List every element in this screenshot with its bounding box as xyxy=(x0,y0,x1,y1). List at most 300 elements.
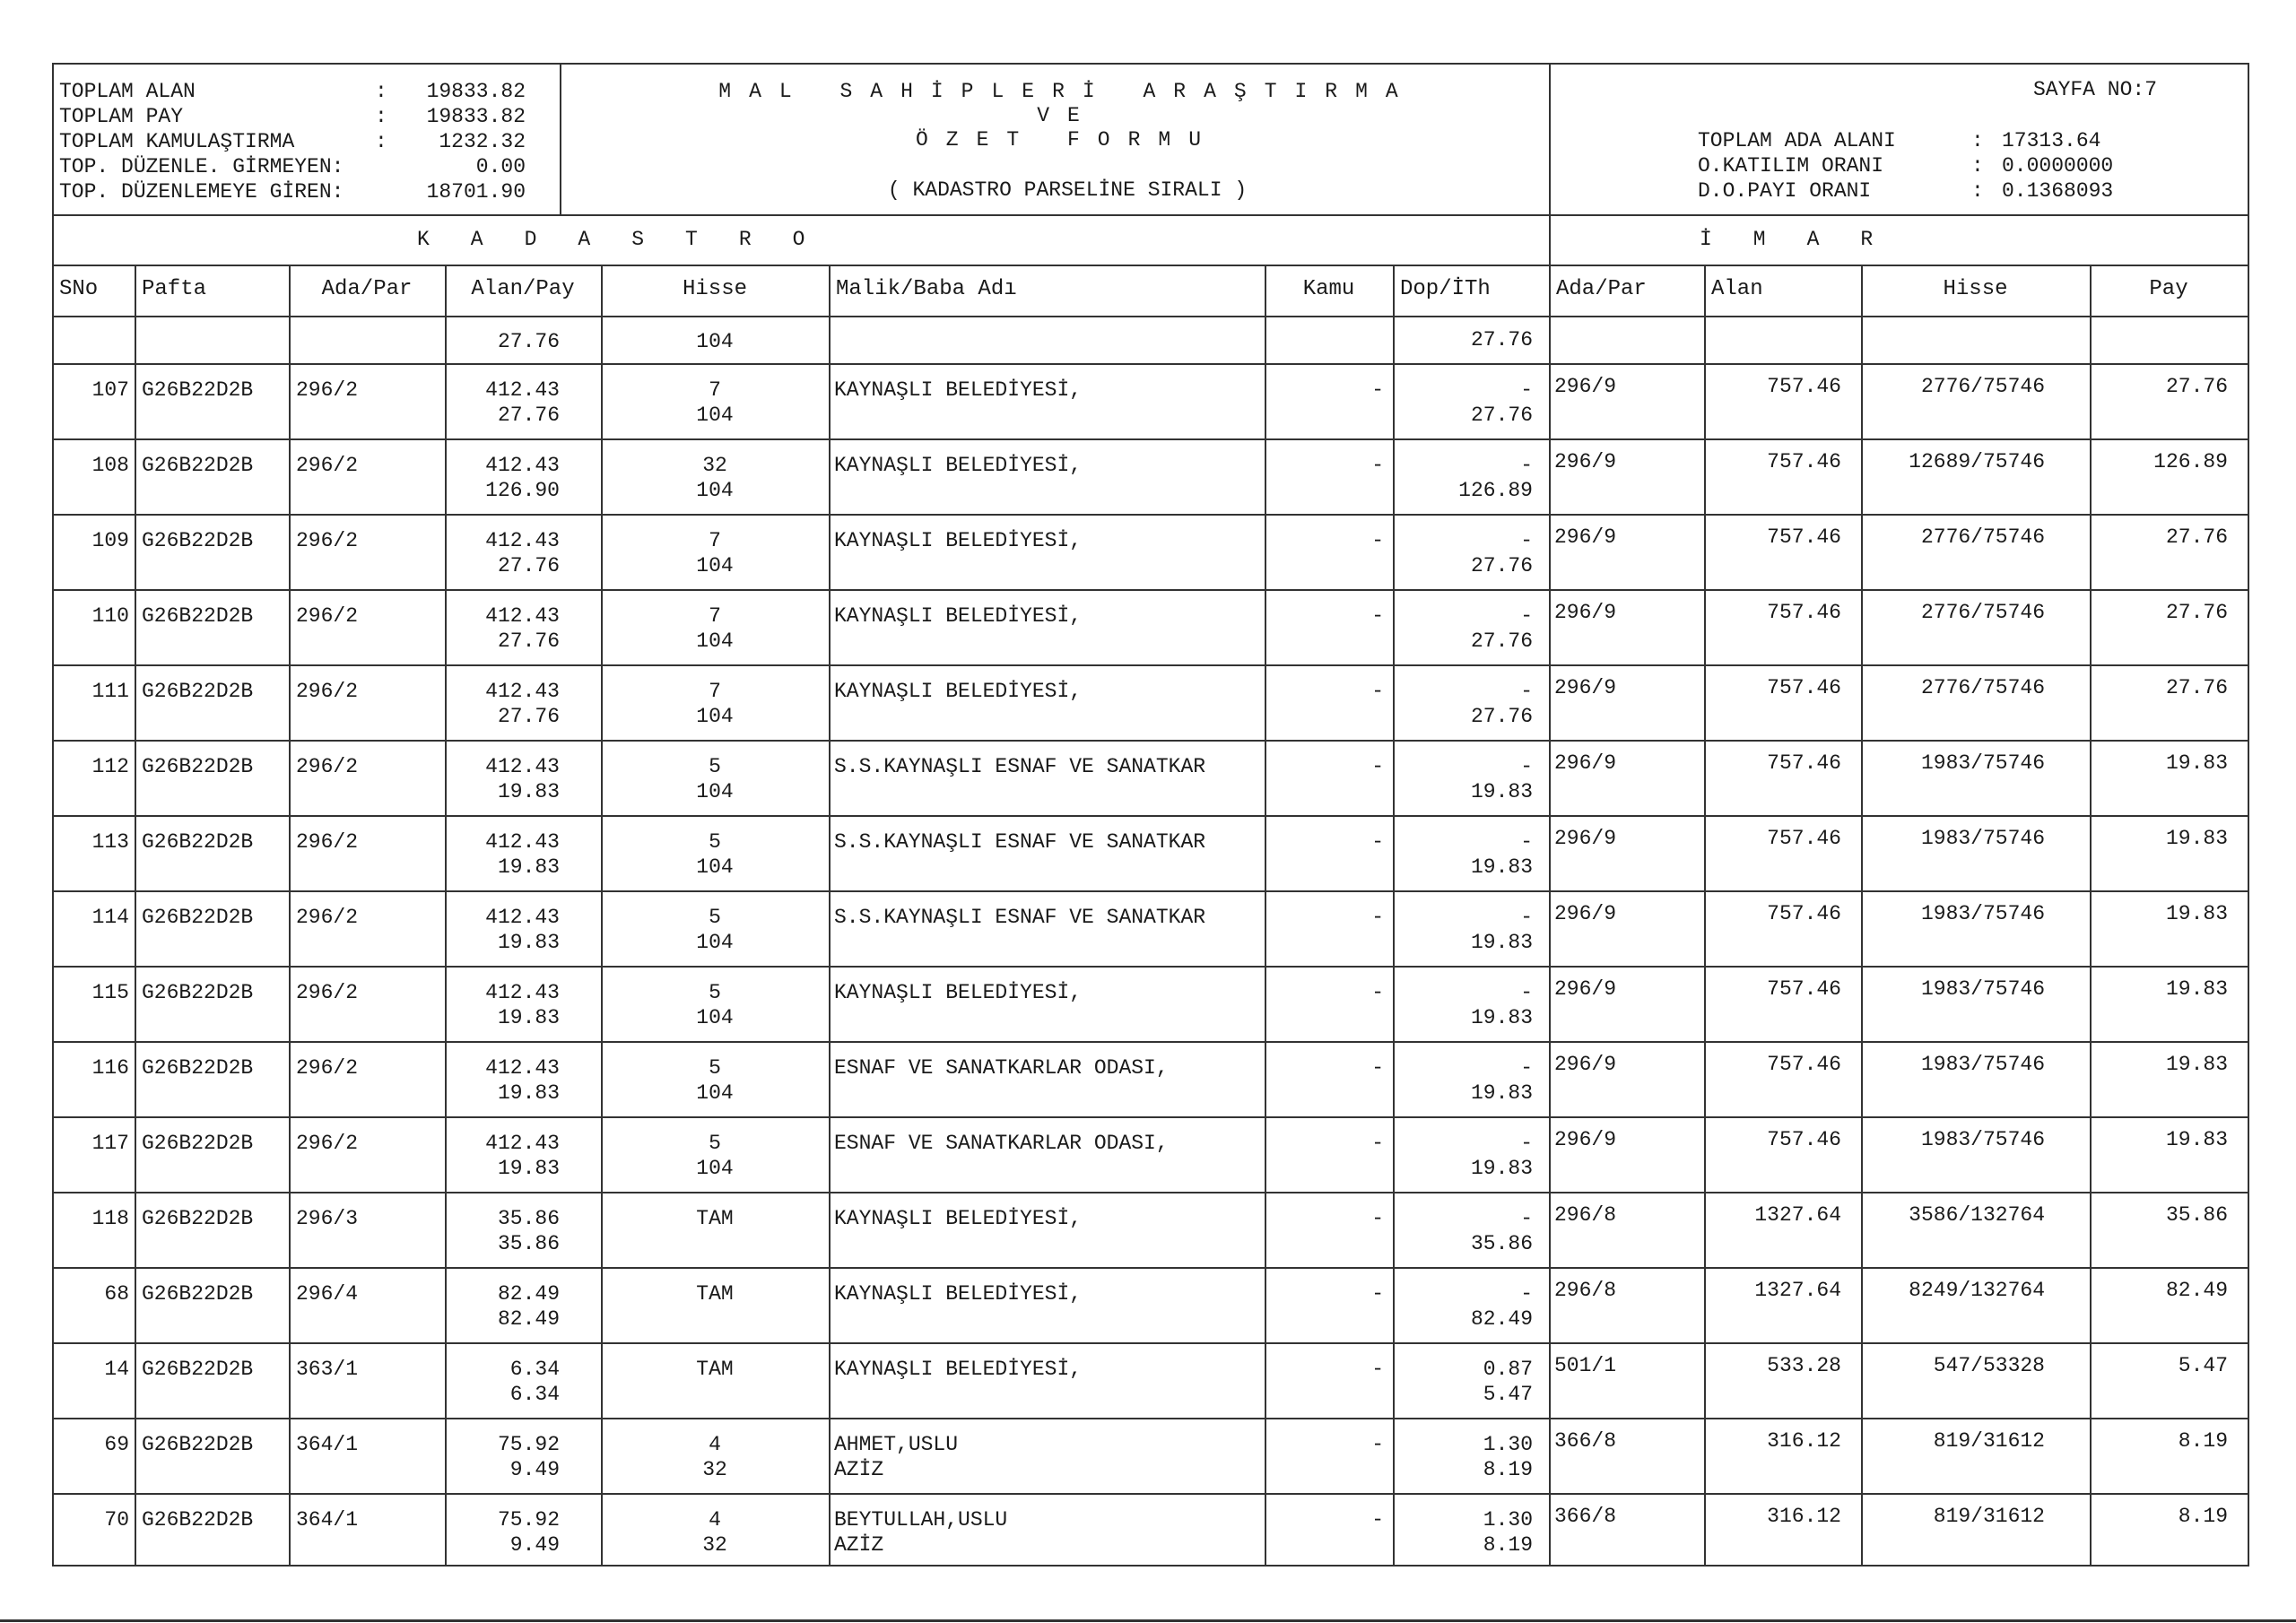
cell-alan: 412.43 xyxy=(485,1056,560,1080)
cell-pafta: G26B22D2B xyxy=(142,1282,254,1306)
cell-imar-hisse: 1983/75746 xyxy=(1920,1128,2045,1151)
cell-imar-adapar: 296/9 xyxy=(1554,525,1617,549)
row-divider xyxy=(52,438,2249,440)
col-kamu: Kamu xyxy=(1302,277,1355,301)
row-divider xyxy=(52,1267,2249,1269)
cell-hisse-payda: 32 xyxy=(702,1458,727,1481)
cell-imar-pay: 27.76 xyxy=(2165,375,2228,398)
cell-imar-alan: 316.12 xyxy=(1767,1429,1841,1453)
cell-malik: KAYNAŞLI BELEDİYESİ, xyxy=(834,1282,1083,1306)
form-sort-note: ( KADASTRO PARSELİNE SIRALI ) xyxy=(887,178,1248,202)
row-divider xyxy=(52,1192,2249,1193)
cell-malik: AHMET,USLU xyxy=(834,1433,959,1456)
row-divider xyxy=(52,740,2249,742)
cell-pay: 19.83 xyxy=(497,855,560,879)
cell-kamu: - xyxy=(1371,1433,1384,1456)
cell-ith: 27.76 xyxy=(1470,629,1533,653)
cell-pafta: G26B22D2B xyxy=(142,680,254,703)
cell-dop: - xyxy=(1520,1282,1533,1306)
row-divider xyxy=(52,589,2249,591)
cell-hisse-payda: 104 xyxy=(696,1157,734,1180)
cell-baba-adi: AZİZ xyxy=(834,1458,884,1481)
cell-pafta: G26B22D2B xyxy=(142,830,254,854)
cell-hisse-payda: 104 xyxy=(696,554,734,577)
column-header-divider xyxy=(52,316,2249,317)
cell-pay: 19.83 xyxy=(497,1081,560,1105)
cell-imar-hisse: 1983/75746 xyxy=(1920,751,2045,775)
cell-imar-pay: 8.19 xyxy=(2178,1505,2228,1528)
cell-alan: 412.43 xyxy=(485,906,560,929)
cell-malik: KAYNAŞLI BELEDİYESİ, xyxy=(834,680,1083,703)
page-info-colon: : xyxy=(1971,179,1984,203)
cell-imar-alan: 757.46 xyxy=(1767,601,1841,624)
cell-ith: 27.76 xyxy=(1470,404,1533,427)
cell-imar-pay: 126.89 xyxy=(2153,450,2228,473)
summary-label: TOP. DÜZENLEMEYE GİREN: xyxy=(59,180,344,204)
cell-pafta: G26B22D2B xyxy=(142,981,254,1004)
cell-imar-adapar: 296/9 xyxy=(1554,375,1617,398)
cell-sno: 14 xyxy=(104,1358,129,1381)
cell-hisse-payda: 104 xyxy=(696,855,734,879)
cell-sno: 117 xyxy=(91,1132,129,1155)
cell-pafta: G26B22D2B xyxy=(142,1508,254,1532)
cell-malik: KAYNAŞLI BELEDİYESİ, xyxy=(834,1358,1083,1381)
cell-dop: - xyxy=(1520,378,1533,402)
cell-imar-hisse: 2776/75746 xyxy=(1920,525,2045,549)
cell-kamu: - xyxy=(1371,1132,1384,1155)
cell-ith: 19.83 xyxy=(1470,931,1533,954)
cell-adapar: 296/2 xyxy=(296,529,359,552)
section-imar: İMAR xyxy=(1700,228,1915,251)
cell-ith: 19.83 xyxy=(1470,780,1533,803)
cell-ith: 19.83 xyxy=(1470,1157,1533,1180)
cell-dop: - xyxy=(1520,680,1533,703)
cell-adapar: 296/2 xyxy=(296,906,359,929)
cell-sno: 70 xyxy=(104,1508,129,1532)
cell-imar-alan: 757.46 xyxy=(1767,827,1841,850)
cell-sno: 115 xyxy=(91,981,129,1004)
cell-imar-pay: 27.76 xyxy=(2165,676,2228,699)
cell-imar-adapar: 296/9 xyxy=(1554,1053,1617,1076)
col-imar-hisse: Hisse xyxy=(1943,277,2008,301)
cell-sno: 114 xyxy=(91,906,129,929)
cell-imar-pay: 8.19 xyxy=(2178,1429,2228,1453)
row-divider xyxy=(52,1116,2249,1118)
cell-imar-hisse: 1983/75746 xyxy=(1920,977,2045,1001)
cell-imar-alan: 316.12 xyxy=(1767,1505,1841,1528)
cell-kamu: - xyxy=(1371,604,1384,628)
cell-alan: 82.49 xyxy=(497,1282,560,1306)
cell-hisse-pay: TAM xyxy=(696,1282,734,1306)
summary-label: TOP. DÜZENLE. GİRMEYEN: xyxy=(59,155,344,178)
row-divider xyxy=(52,890,2249,892)
summary-label: TOPLAM ALAN xyxy=(59,80,196,103)
col-imar-pay: Pay xyxy=(2149,277,2188,301)
cell-sno: 116 xyxy=(91,1056,129,1080)
row-divider xyxy=(52,1493,2249,1495)
cell-hisse-pay: 7 xyxy=(709,378,721,402)
cell-alan: 412.43 xyxy=(485,755,560,778)
page-info-colon: : xyxy=(1971,154,1984,178)
cell-imar-adapar: 296/9 xyxy=(1554,751,1617,775)
cell-dop: - xyxy=(1520,1207,1533,1230)
cell-hisse-pay: 7 xyxy=(709,604,721,628)
cell-sno: 68 xyxy=(104,1282,129,1306)
cell-hisse-payda: 104 xyxy=(696,1081,734,1105)
cell-imar-hisse: 819/31612 xyxy=(1933,1505,2045,1528)
cell-adapar: 296/2 xyxy=(296,830,359,854)
cell-sno: 69 xyxy=(104,1433,129,1456)
cell-malik: ESNAF VE SANATKARLAR ODASI, xyxy=(834,1132,1169,1155)
cell-adapar: 296/2 xyxy=(296,981,359,1004)
cell-pafta: G26B22D2B xyxy=(142,906,254,929)
cell-imar-hisse: 547/53328 xyxy=(1933,1354,2045,1377)
carry-dop: 27.76 xyxy=(1470,328,1533,352)
cell-sno: 108 xyxy=(91,454,129,477)
cell-alan: 35.86 xyxy=(497,1207,560,1230)
cell-imar-hisse: 1983/75746 xyxy=(1920,827,2045,850)
cell-sno: 111 xyxy=(91,680,129,703)
cell-pay: 27.76 xyxy=(497,404,560,427)
cell-imar-pay: 5.47 xyxy=(2178,1354,2228,1377)
col-sno: SNo xyxy=(59,277,99,301)
form-title-conjunction: VE xyxy=(1037,104,1098,127)
cell-ith: 5.47 xyxy=(1483,1383,1533,1406)
cell-alan: 412.43 xyxy=(485,1132,560,1155)
cell-alan: 75.92 xyxy=(497,1433,560,1456)
page-info-label: O.KATILIM ORANI xyxy=(1698,154,1884,178)
cell-imar-hisse: 12689/75746 xyxy=(1909,450,2045,473)
col-pafta: Pafta xyxy=(142,277,207,301)
cell-sno: 118 xyxy=(91,1207,129,1230)
cell-alan: 412.43 xyxy=(485,378,560,402)
cell-sno: 113 xyxy=(91,830,129,854)
cell-imar-alan: 1327.64 xyxy=(1754,1203,1841,1227)
summary-colon: : xyxy=(375,80,387,103)
col-dop: Dop/İTh xyxy=(1400,277,1491,301)
cell-pay: 35.86 xyxy=(497,1232,560,1255)
cell-hisse-payda: 32 xyxy=(702,1533,727,1557)
cell-adapar: 364/1 xyxy=(296,1433,359,1456)
col-imar-adapar: Ada/Par xyxy=(1556,277,1647,301)
cell-alan: 412.43 xyxy=(485,680,560,703)
cell-adapar: 296/4 xyxy=(296,1282,359,1306)
cell-hisse-pay: 5 xyxy=(709,906,721,929)
cell-hisse-pay: 7 xyxy=(709,680,721,703)
cell-hisse-payda: 104 xyxy=(696,705,734,728)
cell-ith: 8.19 xyxy=(1483,1458,1533,1481)
row-divider xyxy=(52,966,2249,968)
cell-kamu: - xyxy=(1371,1056,1384,1080)
cell-hisse-payda: 104 xyxy=(696,479,734,502)
cell-dop: - xyxy=(1520,604,1533,628)
cell-imar-adapar: 501/1 xyxy=(1554,1354,1617,1377)
form-subtitle: ÖZET FORMU xyxy=(915,128,1220,152)
cell-pafta: G26B22D2B xyxy=(142,378,254,402)
cell-adapar: 296/3 xyxy=(296,1207,359,1230)
cell-imar-alan: 757.46 xyxy=(1767,902,1841,925)
cell-alan: 412.43 xyxy=(485,529,560,552)
cell-pay: 19.83 xyxy=(497,931,560,954)
cell-dop: - xyxy=(1520,830,1533,854)
summary-value: 18701.90 xyxy=(426,180,526,204)
cell-malik: S.S.KAYNAŞLI ESNAF VE SANATKAR xyxy=(834,906,1206,929)
summary-value: 19833.82 xyxy=(426,80,526,103)
cell-hisse-pay: 5 xyxy=(709,981,721,1004)
cell-imar-hisse: 2776/75746 xyxy=(1920,375,2045,398)
page-info-value: 17313.64 xyxy=(2002,129,2101,152)
cell-hisse-payda: 104 xyxy=(696,404,734,427)
cell-kamu: - xyxy=(1371,906,1384,929)
cell-kamu: - xyxy=(1371,680,1384,703)
cell-hisse-pay: TAM xyxy=(696,1207,734,1230)
page-info-label: TOPLAM ADA ALANI xyxy=(1698,129,1896,152)
cell-imar-adapar: 366/8 xyxy=(1554,1505,1617,1528)
cell-imar-hisse: 1983/75746 xyxy=(1920,1053,2045,1076)
cell-imar-hisse: 1983/75746 xyxy=(1920,902,2045,925)
cell-pay: 9.49 xyxy=(509,1458,560,1481)
cell-adapar: 296/2 xyxy=(296,378,359,402)
cell-imar-pay: 82.49 xyxy=(2165,1279,2228,1302)
cell-kamu: - xyxy=(1371,1508,1384,1532)
cell-alan: 412.43 xyxy=(485,454,560,477)
cell-dop: - xyxy=(1520,454,1533,477)
page-info-value: 0.0000000 xyxy=(2002,154,2114,178)
cell-kamu: - xyxy=(1371,755,1384,778)
cell-sno: 112 xyxy=(91,755,129,778)
cell-imar-pay: 35.86 xyxy=(2165,1203,2228,1227)
summary-label: TOPLAM KAMULAŞTIRMA xyxy=(59,130,295,153)
cell-hisse-payda: 104 xyxy=(696,1006,734,1029)
cell-imar-adapar: 366/8 xyxy=(1554,1429,1617,1453)
cell-hisse-pay: 5 xyxy=(709,1056,721,1080)
col-alanpay: Alan/Pay xyxy=(471,277,575,301)
col-malik: Malik/Baba Adı xyxy=(836,277,1017,301)
cell-imar-adapar: 296/9 xyxy=(1554,601,1617,624)
cell-malik: S.S.KAYNAŞLI ESNAF VE SANATKAR xyxy=(834,830,1206,854)
page-number: SAYFA NO:7 xyxy=(2032,78,2157,101)
cell-dop: - xyxy=(1520,1132,1533,1155)
frame-top xyxy=(52,63,2249,65)
cell-ith: 19.83 xyxy=(1470,855,1533,879)
frame-bottom xyxy=(52,1565,2249,1567)
summary-label: TOPLAM PAY xyxy=(59,105,184,128)
cell-imar-adapar: 296/9 xyxy=(1554,977,1617,1001)
cell-imar-pay: 19.83 xyxy=(2165,1053,2228,1076)
cell-imar-hisse: 2776/75746 xyxy=(1920,676,2045,699)
cell-hisse-pay: 5 xyxy=(709,830,721,854)
cell-imar-pay: 27.76 xyxy=(2165,525,2228,549)
cell-dop: 0.87 xyxy=(1483,1358,1533,1381)
cell-kamu: - xyxy=(1371,830,1384,854)
cell-imar-pay: 19.83 xyxy=(2165,977,2228,1001)
cell-malik: S.S.KAYNAŞLI ESNAF VE SANATKAR xyxy=(834,755,1206,778)
cell-adapar: 364/1 xyxy=(296,1508,359,1532)
cell-baba-adi: AZİZ xyxy=(834,1533,884,1557)
cell-hisse-pay: 5 xyxy=(709,1132,721,1155)
cell-hisse-payda: 104 xyxy=(696,931,734,954)
cell-imar-pay: 27.76 xyxy=(2165,601,2228,624)
section-kadastro: KADASTRO xyxy=(417,228,847,251)
cell-pay: 82.49 xyxy=(497,1307,560,1331)
page-info-value: 0.1368093 xyxy=(2002,179,2114,203)
cell-adapar: 296/2 xyxy=(296,604,359,628)
column-line xyxy=(829,265,831,1565)
cell-imar-adapar: 296/9 xyxy=(1554,902,1617,925)
cell-alan: 412.43 xyxy=(485,604,560,628)
page-info-label: D.O.PAYI ORANI xyxy=(1698,179,1872,203)
cell-imar-alan: 757.46 xyxy=(1767,751,1841,775)
column-line xyxy=(289,265,291,1565)
row-divider xyxy=(52,815,2249,817)
cell-pafta: G26B22D2B xyxy=(142,1056,254,1080)
cell-dop: 1.30 xyxy=(1483,1433,1533,1456)
cell-hisse-pay: TAM xyxy=(696,1358,734,1381)
cell-ith: 27.76 xyxy=(1470,705,1533,728)
cell-dop: - xyxy=(1520,755,1533,778)
cell-pay: 27.76 xyxy=(497,554,560,577)
cell-pay: 19.83 xyxy=(497,780,560,803)
cell-imar-adapar: 296/9 xyxy=(1554,1128,1617,1151)
cell-imar-pay: 19.83 xyxy=(2165,751,2228,775)
cell-pay: 126.90 xyxy=(485,479,560,502)
cell-pafta: G26B22D2B xyxy=(142,454,254,477)
row-divider xyxy=(52,1418,2249,1419)
cell-imar-adapar: 296/8 xyxy=(1554,1203,1617,1227)
cell-malik: ESNAF VE SANATKARLAR ODASI, xyxy=(834,1056,1169,1080)
cell-imar-hisse: 3586/132764 xyxy=(1909,1203,2045,1227)
section-divider xyxy=(52,265,2249,266)
row-divider xyxy=(52,1041,2249,1043)
cell-imar-adapar: 296/9 xyxy=(1554,450,1617,473)
cell-dop: - xyxy=(1520,529,1533,552)
col-hisse: Hisse xyxy=(682,277,747,301)
cell-imar-hisse: 8249/132764 xyxy=(1909,1279,2045,1302)
cell-kamu: - xyxy=(1371,1358,1384,1381)
cell-malik: KAYNAŞLI BELEDİYESİ, xyxy=(834,378,1083,402)
cell-pay: 9.49 xyxy=(509,1533,560,1557)
carry-hisse: 104 xyxy=(696,330,734,353)
cell-alan: 412.43 xyxy=(485,981,560,1004)
header-divider xyxy=(52,214,2249,216)
cell-imar-alan: 757.46 xyxy=(1767,1053,1841,1076)
cell-hisse-payda: 104 xyxy=(696,780,734,803)
cell-pafta: G26B22D2B xyxy=(142,1132,254,1155)
cell-imar-hisse: 819/31612 xyxy=(1933,1429,2045,1453)
cell-pafta: G26B22D2B xyxy=(142,1433,254,1456)
col-imar-alan: Alan xyxy=(1711,277,1763,301)
cell-pay: 19.83 xyxy=(497,1006,560,1029)
cell-kamu: - xyxy=(1371,1207,1384,1230)
cell-ith: 35.86 xyxy=(1470,1232,1533,1255)
cell-adapar: 296/2 xyxy=(296,1056,359,1080)
scan-edge xyxy=(0,1619,2296,1622)
row-divider xyxy=(52,1342,2249,1344)
cell-imar-pay: 19.83 xyxy=(2165,827,2228,850)
cell-dop: - xyxy=(1520,906,1533,929)
cell-adapar: 296/2 xyxy=(296,680,359,703)
cell-pafta: G26B22D2B xyxy=(142,529,254,552)
cell-dop: - xyxy=(1520,981,1533,1004)
cell-adapar: 296/2 xyxy=(296,755,359,778)
summary-colon: : xyxy=(375,130,387,153)
page-info-colon: : xyxy=(1971,129,1984,152)
cell-malik: KAYNAŞLI BELEDİYESİ, xyxy=(834,529,1083,552)
cell-imar-alan: 757.46 xyxy=(1767,375,1841,398)
cell-adapar: 296/2 xyxy=(296,454,359,477)
cell-pay: 19.83 xyxy=(497,1157,560,1180)
cell-malik: KAYNAŞLI BELEDİYESİ, xyxy=(834,1207,1083,1230)
cell-dop: 1.30 xyxy=(1483,1508,1533,1532)
cell-ith: 19.83 xyxy=(1470,1006,1533,1029)
cell-imar-alan: 757.46 xyxy=(1767,977,1841,1001)
column-line xyxy=(135,265,136,1565)
cell-kamu: - xyxy=(1371,378,1384,402)
cell-kamu: - xyxy=(1371,529,1384,552)
cell-ith: 27.76 xyxy=(1470,554,1533,577)
cell-imar-alan: 757.46 xyxy=(1767,525,1841,549)
cell-malik: KAYNAŞLI BELEDİYESİ, xyxy=(834,981,1083,1004)
cell-ith: 82.49 xyxy=(1470,1307,1533,1331)
cell-pafta: G26B22D2B xyxy=(142,755,254,778)
cell-adapar: 363/1 xyxy=(296,1358,359,1381)
carry-alan: 27.76 xyxy=(497,330,560,353)
cell-pay: 27.76 xyxy=(497,629,560,653)
col-adapar: Ada/Par xyxy=(321,277,413,301)
cell-imar-pay: 19.83 xyxy=(2165,1128,2228,1151)
summary-value: 1232.32 xyxy=(439,130,526,153)
cell-dop: - xyxy=(1520,1056,1533,1080)
cell-ith: 126.89 xyxy=(1458,479,1533,502)
row-divider xyxy=(52,664,2249,666)
cell-imar-adapar: 296/9 xyxy=(1554,676,1617,699)
cell-kamu: - xyxy=(1371,981,1384,1004)
cell-imar-alan: 757.46 xyxy=(1767,676,1841,699)
summary-value: 0.00 xyxy=(475,155,526,178)
cell-pay: 27.76 xyxy=(497,705,560,728)
cell-hisse-pay: 4 xyxy=(709,1433,721,1456)
cell-pafta: G26B22D2B xyxy=(142,1358,254,1381)
cell-malik: BEYTULLAH,USLU xyxy=(834,1508,1008,1532)
row-divider xyxy=(52,363,2249,365)
cell-sno: 107 xyxy=(91,378,129,402)
cell-hisse-pay: 32 xyxy=(702,454,727,477)
cell-imar-alan: 533.28 xyxy=(1767,1354,1841,1377)
cell-alan: 6.34 xyxy=(509,1358,560,1381)
cell-imar-pay: 19.83 xyxy=(2165,902,2228,925)
cell-imar-adapar: 296/9 xyxy=(1554,827,1617,850)
cell-imar-hisse: 2776/75746 xyxy=(1920,601,2045,624)
cell-pay: 6.34 xyxy=(509,1383,560,1406)
cell-ith: 19.83 xyxy=(1470,1081,1533,1105)
cell-imar-alan: 757.46 xyxy=(1767,1128,1841,1151)
summary-colon: : xyxy=(375,105,387,128)
cell-imar-adapar: 296/8 xyxy=(1554,1279,1617,1302)
cell-alan: 75.92 xyxy=(497,1508,560,1532)
cell-hisse-pay: 5 xyxy=(709,755,721,778)
cell-imar-alan: 1327.64 xyxy=(1754,1279,1841,1302)
cell-sno: 110 xyxy=(91,604,129,628)
cell-malik: KAYNAŞLI BELEDİYESİ, xyxy=(834,454,1083,477)
form-title: MAL SAHİPLERİ ARAŞTIRMA xyxy=(718,80,1416,103)
row-divider xyxy=(52,514,2249,516)
cell-imar-alan: 757.46 xyxy=(1767,450,1841,473)
cell-hisse-payda: 104 xyxy=(696,629,734,653)
cell-hisse-pay: 7 xyxy=(709,529,721,552)
cell-hisse-pay: 4 xyxy=(709,1508,721,1532)
summary-value: 19833.82 xyxy=(426,105,526,128)
cell-kamu: - xyxy=(1371,454,1384,477)
